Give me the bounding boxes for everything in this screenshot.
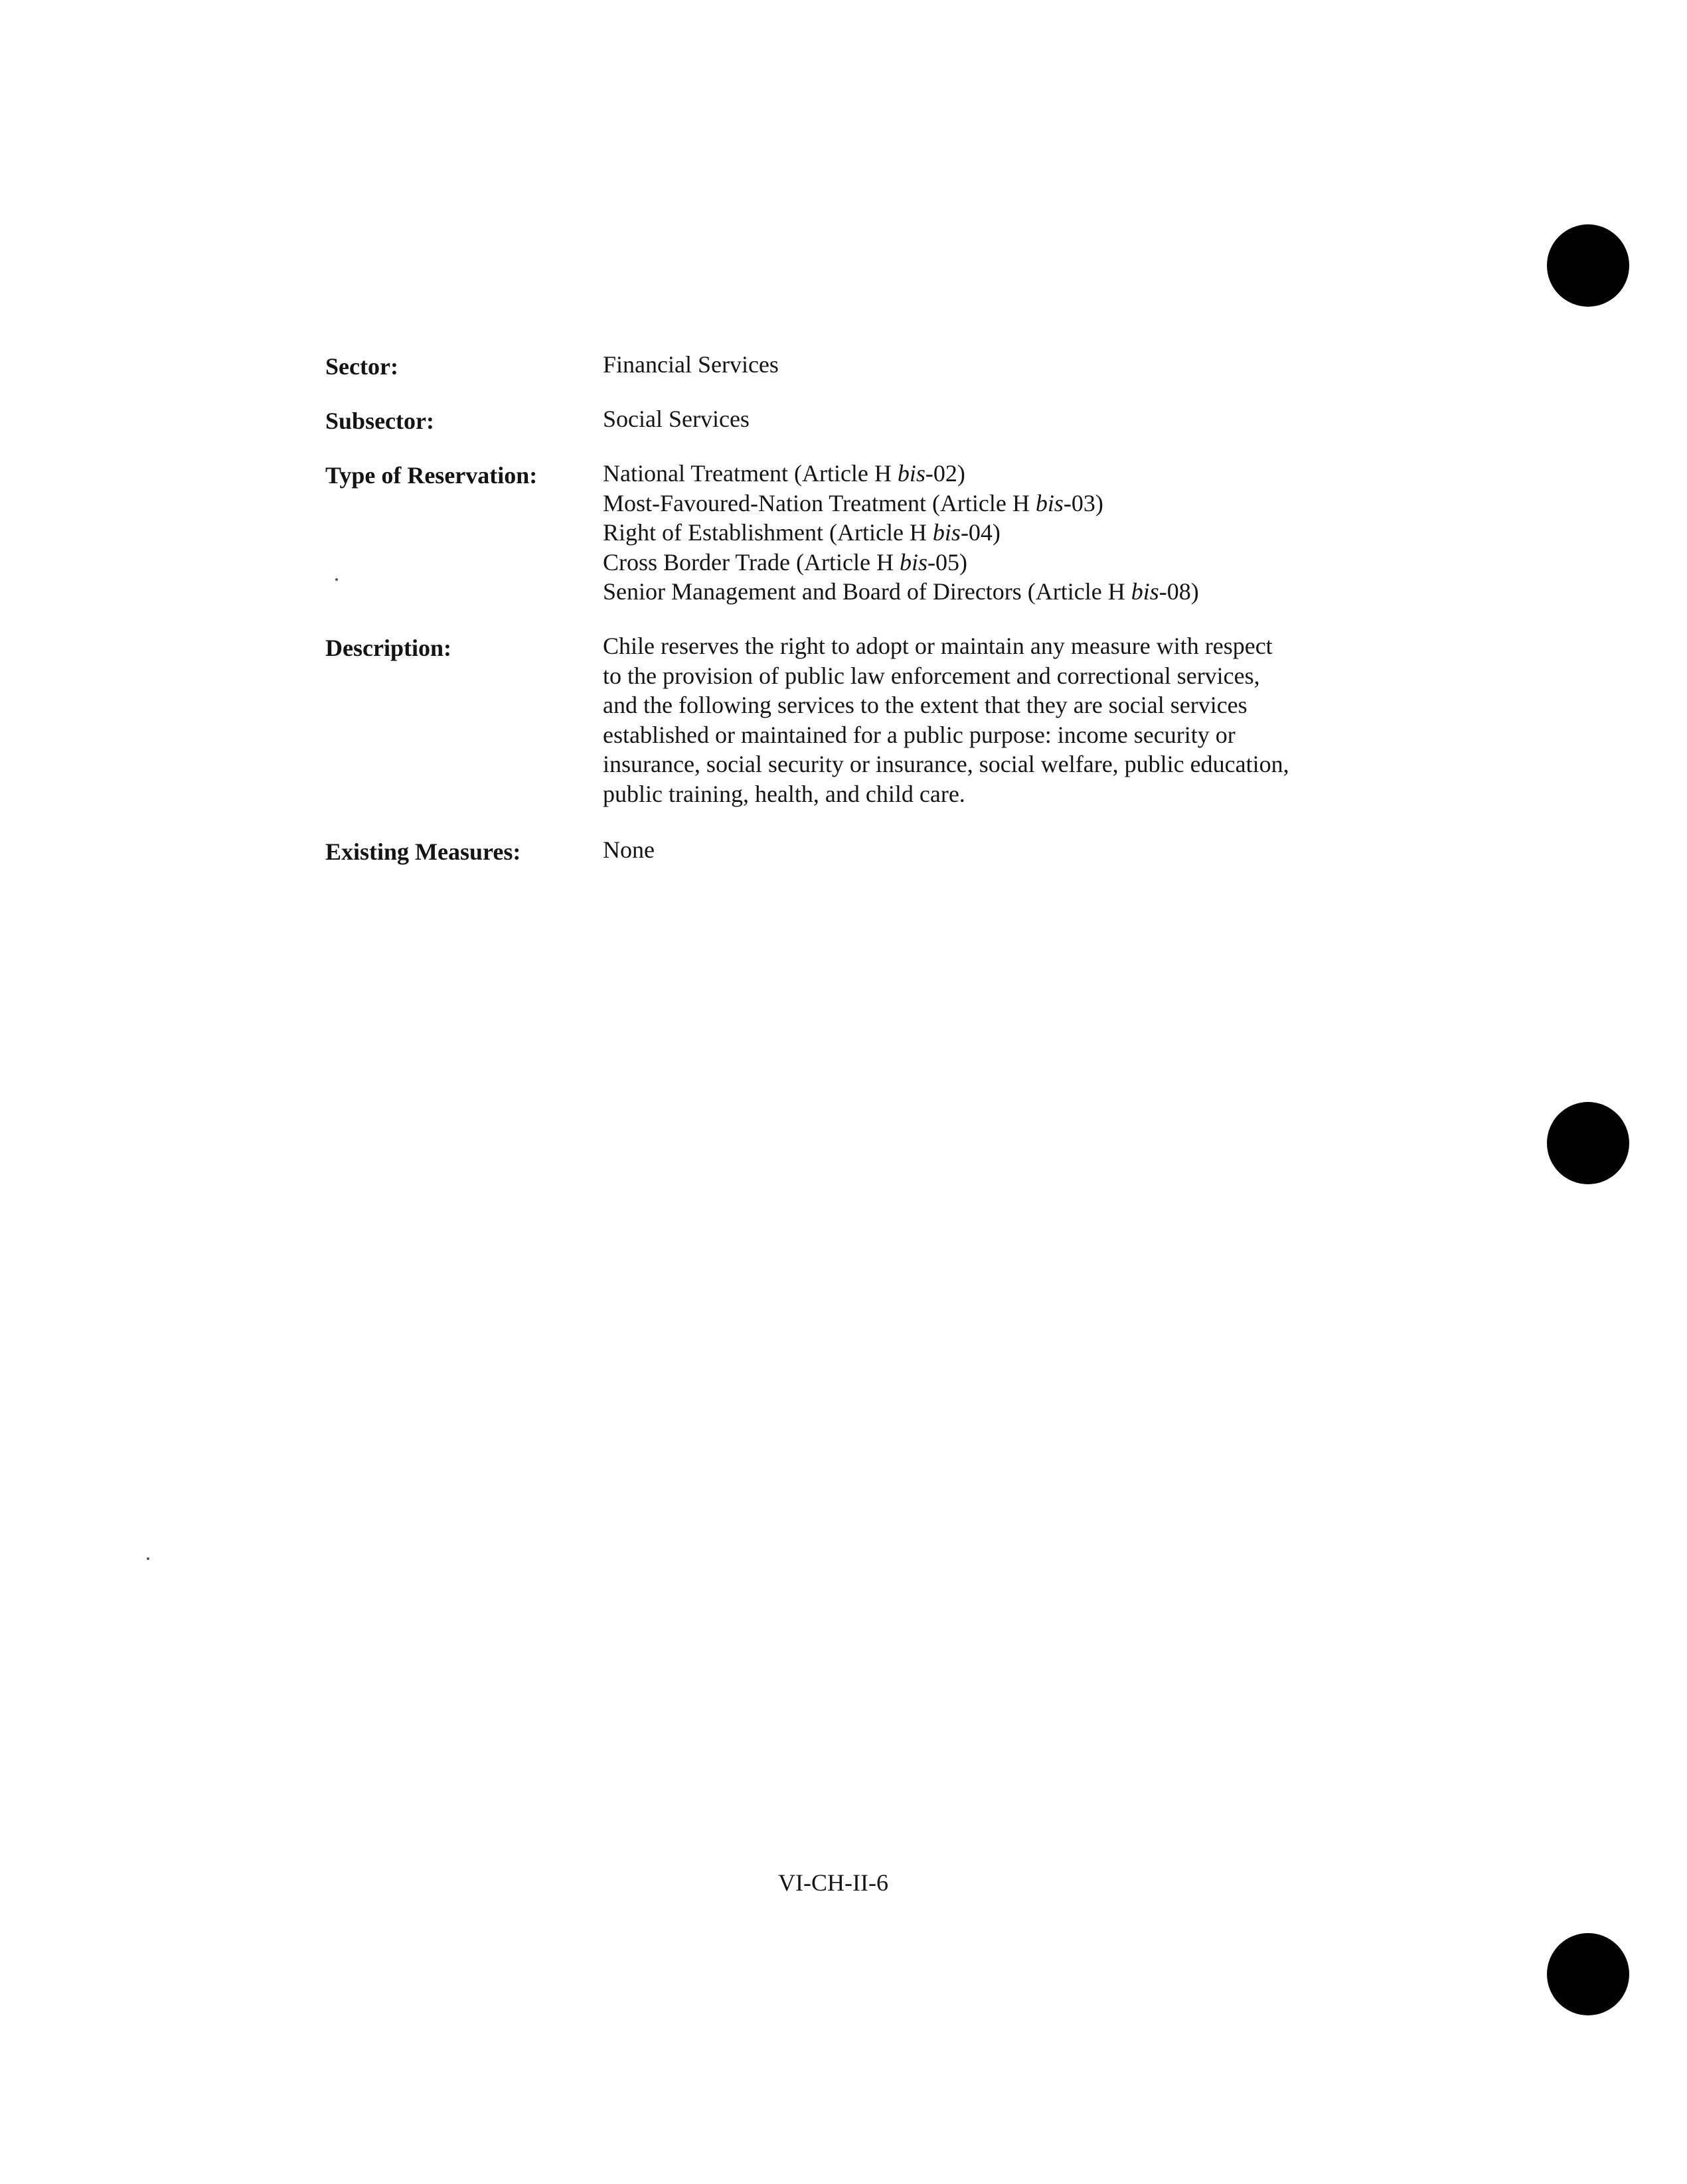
description-line: established or maintained for a public purpose: income security or [603,721,1236,748]
punch-hole-top [1547,224,1629,307]
reservation-type-item: National Treatment (Article H bis-02) [603,460,965,487]
reservation-type-item: Right of Establishment (Article H bis-04) [603,519,1001,546]
description-line: to the provision of public law enforcement and correctional services, [603,662,1260,689]
existing-measures-value: None [603,836,655,863]
punch-hole-bottom [1547,1933,1629,2015]
description-label: Description: [325,635,451,661]
reservation-type-item: Senior Management and Board of Directors (Article H bis-08) [603,578,1199,605]
scan-speck [147,1557,149,1560]
page-number: VI-CH-II-6 [778,1869,888,1896]
description-line: public training, health, and child care. [603,780,965,807]
scan-speck [335,578,338,581]
description-text [603,631,1366,809]
reservation-type-item: Most-Favoured-Nation Treatment (Article H bis-03) [603,489,1103,516]
punch-hole-middle [1547,1102,1629,1184]
subsector-value: Social Services [603,406,750,432]
subsector-label: Subsector: [325,408,434,434]
description-line: insurance, social security or insurance, social welfare, public education, [603,751,1289,777]
description-line: Chile reserves the right to adopt or maintain any measure with respect [603,633,1273,659]
type-of-reservation-label: Type of Reservation: [325,462,538,489]
existing-measures-label: Existing Measures: [325,838,521,865]
type-of-reservation-list [603,459,1366,607]
description-line: and the following services to the extent that they are social services [603,692,1247,718]
sector-label: Sector: [325,353,398,380]
reservation-type-item: Cross Border Trade (Article H bis-05) [603,548,967,576]
sector-value: Financial Services [603,351,779,378]
